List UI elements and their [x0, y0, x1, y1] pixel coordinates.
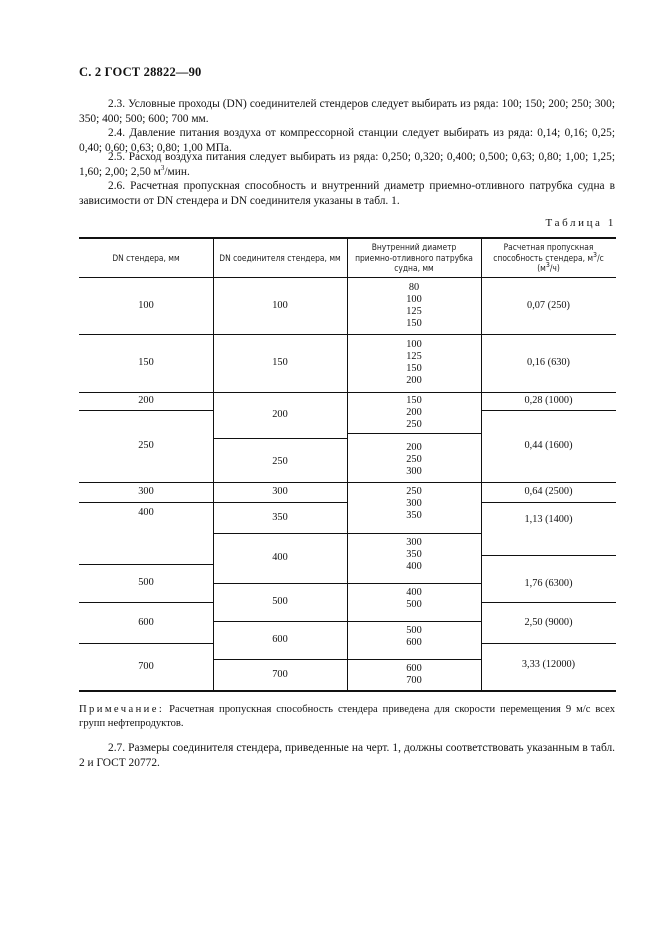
table-cell-dn-stender: 200 — [138, 395, 154, 406]
header-dn-connector: DN соединителя стендера, мм — [219, 252, 341, 263]
table-cell-dn-connector: 400 — [272, 552, 288, 563]
header-inner-diameter: Внутренний диаметр приемно-отливного патрубка судна, мм — [355, 242, 473, 274]
table-cell-throughput: 0,64 (2500) — [524, 486, 573, 497]
table-cell-inner-diameter: 250 300 350 — [406, 485, 422, 521]
table-cell-dn-stender: 600 — [138, 616, 154, 628]
table-cell-throughput: 1,13 (1400) — [524, 514, 573, 525]
table-cell-dn-stender: 500 — [138, 577, 154, 588]
paragraph-2-5: 2.5. Расход воздуха питания следует выбирать из ряда: 0,250; 0,320; 0,400; 0,500; 0,63; 0,80; 1,00; 1,25; 1,60; 2,00; 2,50 $м^3$/мин. — [79, 151, 615, 178]
data-table — [79, 237, 616, 691]
table-cell-throughput: 1,76 (6300) — [524, 577, 573, 589]
table-note — [79, 703, 615, 730]
table-caption: Таблица 1 — [545, 217, 616, 229]
page-header: С. 2 ГОСТ 28822—90 — [79, 65, 202, 79]
table-cell-dn-connector: 300 — [272, 486, 288, 497]
table-cell-dn-stender: 300 — [138, 486, 154, 497]
table-cell-dn-stender: 250 — [138, 440, 154, 451]
table-cell-throughput: 2,50 (9000) — [524, 616, 573, 628]
table-cell-dn-connector: 100 — [272, 299, 288, 311]
table-cell-inner-diameter: 400 500 — [406, 587, 422, 610]
table-cell-throughput: 3,33 (12000) — [521, 659, 576, 670]
table-cell-dn-connector: 600 — [272, 634, 288, 645]
table-cell-throughput: 0,28 (1000) — [524, 395, 573, 406]
table-cell-inner-diameter: 150 200 250 — [406, 394, 422, 430]
table-cell-throughput: 0,44 (1600) — [524, 440, 573, 451]
table-cell-inner-diameter: 100 125 150 200 — [406, 339, 422, 386]
header-throughput: Расчетная пропускная способность стендера, $м^3/с$ $(м^3/ч)$ — [493, 242, 604, 274]
table-cell-dn-connector: 500 — [272, 596, 288, 607]
table-cell-inner-diameter: 200 250 300 — [406, 442, 422, 477]
table-cell-dn-stender: 700 — [138, 661, 154, 672]
paragraph-2-7: 2.7. Размеры соединителя стендера, приведенные на черт. 1, должны соответствовать указанным в табл. 2 и ГОСТ 20772. — [79, 742, 615, 769]
note-text: Расчетная пропускная способность стендера приведена для скорости перемещения 9 м/с всех групп нефтепродуктов. — [79, 704, 615, 729]
paragraph-2-3: 2.3. Условные проходы (DN) соединителей стендеров следует выбирать из ряда: 100; 150; 200; 250; 300; 350; 400; 500; 600; 700 мм. — [79, 98, 615, 125]
header-dn-stender: DN стендера, мм — [112, 252, 180, 263]
table-cell-dn-connector: 250 — [272, 456, 288, 467]
table-cell-inner-diameter: 500 600 — [406, 625, 422, 648]
table-cell-inner-diameter: 600 700 — [406, 663, 422, 686]
note-label: Примечание: — [79, 704, 165, 715]
table-cell-inner-diameter: 300 350 400 — [406, 536, 422, 572]
table-cell-dn-connector: 200 — [272, 409, 288, 420]
table-cell-throughput: 0,16 (630) — [527, 357, 570, 368]
table-cell-dn-connector: 150 — [272, 357, 288, 368]
table-cell-dn-stender: 150 — [138, 357, 154, 368]
paragraph-2-4: 2.4. Давление питания воздуха от компрессорной станции следует выбирать из ряда: 0,14; 0,16; 0,25; 0,40; 0,60; 0,63; 0,80; 1,00 МПа. — [79, 127, 615, 154]
table-cell-dn-connector: 350 — [272, 511, 288, 523]
table-cell-dn-stender: 100 — [138, 299, 154, 311]
table-cell-inner-diameter: 80 100 125 150 — [406, 281, 422, 329]
table-cell-dn-connector: 700 — [272, 669, 288, 680]
table-cell-throughput: 0,07 (250) — [527, 299, 570, 311]
paragraph-2-6: 2.6. Расчетная пропускная способность и внутренний диаметр приемно-отливного патрубка судна в зависимости от DN стендера и DN соединителя указаны в табл. 1. — [79, 180, 615, 207]
table-cell-dn-stender: 400 — [138, 507, 154, 518]
